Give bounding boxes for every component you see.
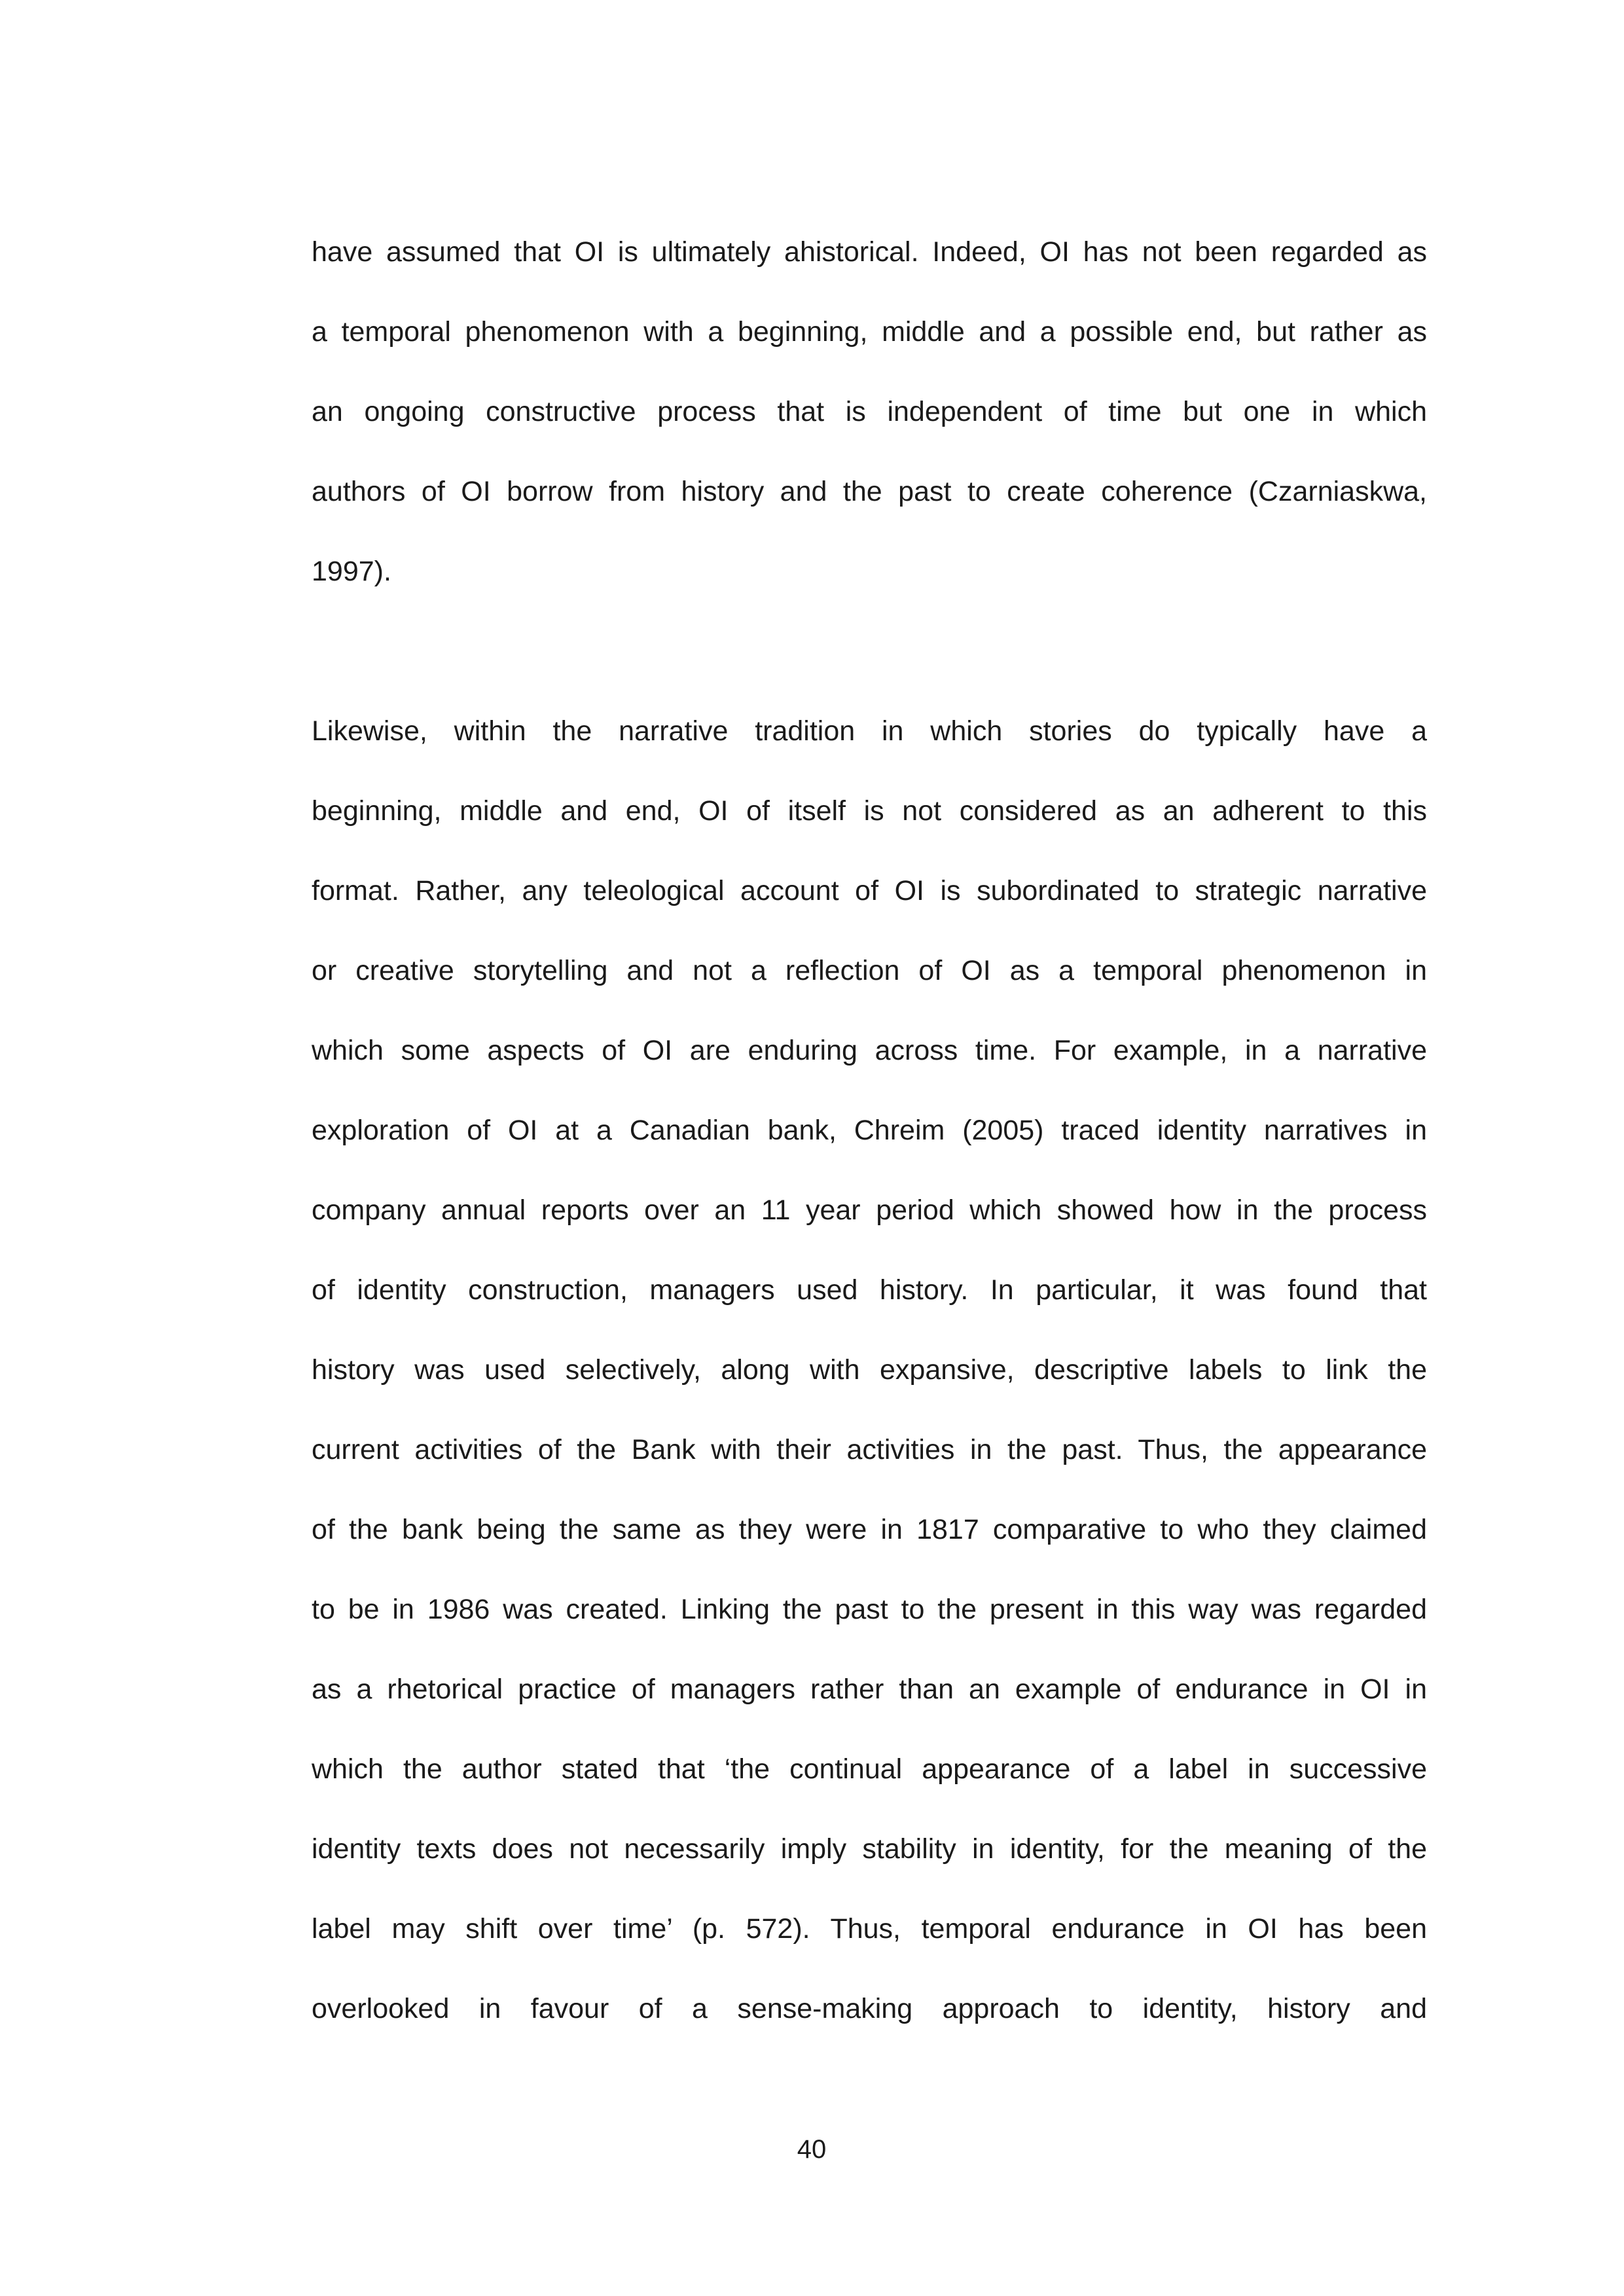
text-line: which the author stated that ‘the continual appearance of a label in successive xyxy=(312,1753,1427,1785)
text-line: current activities of the Bank with their activities in the past. Thus, the appearance xyxy=(312,1434,1427,1465)
text-line: an ongoing constructive process that is independent of time but one in which xyxy=(312,396,1427,427)
text-line: Likewise, within the narrative tradition in which stories do typically have a xyxy=(312,715,1427,747)
text-line: have assumed that OI is ultimately ahistorical. Indeed, OI has not been regarded as xyxy=(312,236,1427,268)
text-line: history was used selectively, along with expansive, descriptive labels to link the xyxy=(312,1354,1427,1386)
text-line: a temporal phenomenon with a beginning, middle and a possible end, but rather as xyxy=(312,316,1427,348)
text-line: company annual reports over an 11 year period which showed how in the process xyxy=(312,1194,1427,1226)
text-line: as a rhetorical practice of managers rather than an example of endurance in OI in xyxy=(312,1674,1427,1705)
text-line: beginning, middle and end, OI of itself is not considered as an adherent to this xyxy=(312,795,1427,827)
text-line: or creative storytelling and not a reflection of OI as a temporal phenomenon in xyxy=(312,955,1427,986)
text-line: identity texts does not necessarily imply stability in identity, for the meaning of the xyxy=(312,1833,1427,1865)
text-line: of the bank being the same as they were in 1817 comparative to who they claimed xyxy=(312,1514,1427,1545)
text-line: 1997). xyxy=(312,556,391,587)
page-number: 40 xyxy=(797,2135,827,2164)
text-line: format. Rather, any teleological account of OI is subordinated to strategic narrative xyxy=(312,875,1427,906)
text-line: of identity construction, managers used history. In particular, it was found that xyxy=(312,1274,1427,1306)
text-line: exploration of OI at a Canadian bank, Chreim (2005) traced identity narratives in xyxy=(312,1115,1427,1146)
text-line: label may shift over time’ (p. 572). Thus, temporal endurance in OI has been xyxy=(312,1913,1427,1945)
text-line: authors of OI borrow from history and the past to create coherence (Czarniaskwa, xyxy=(312,476,1427,507)
text-line: overlooked in favour of a sense-making approach to identity, history and xyxy=(312,1993,1427,2024)
text-line: to be in 1986 was created. Linking the past to the present in this way was regarded xyxy=(312,1594,1427,1625)
text-line: which some aspects of OI are enduring across time. For example, in a narrative xyxy=(312,1035,1427,1066)
